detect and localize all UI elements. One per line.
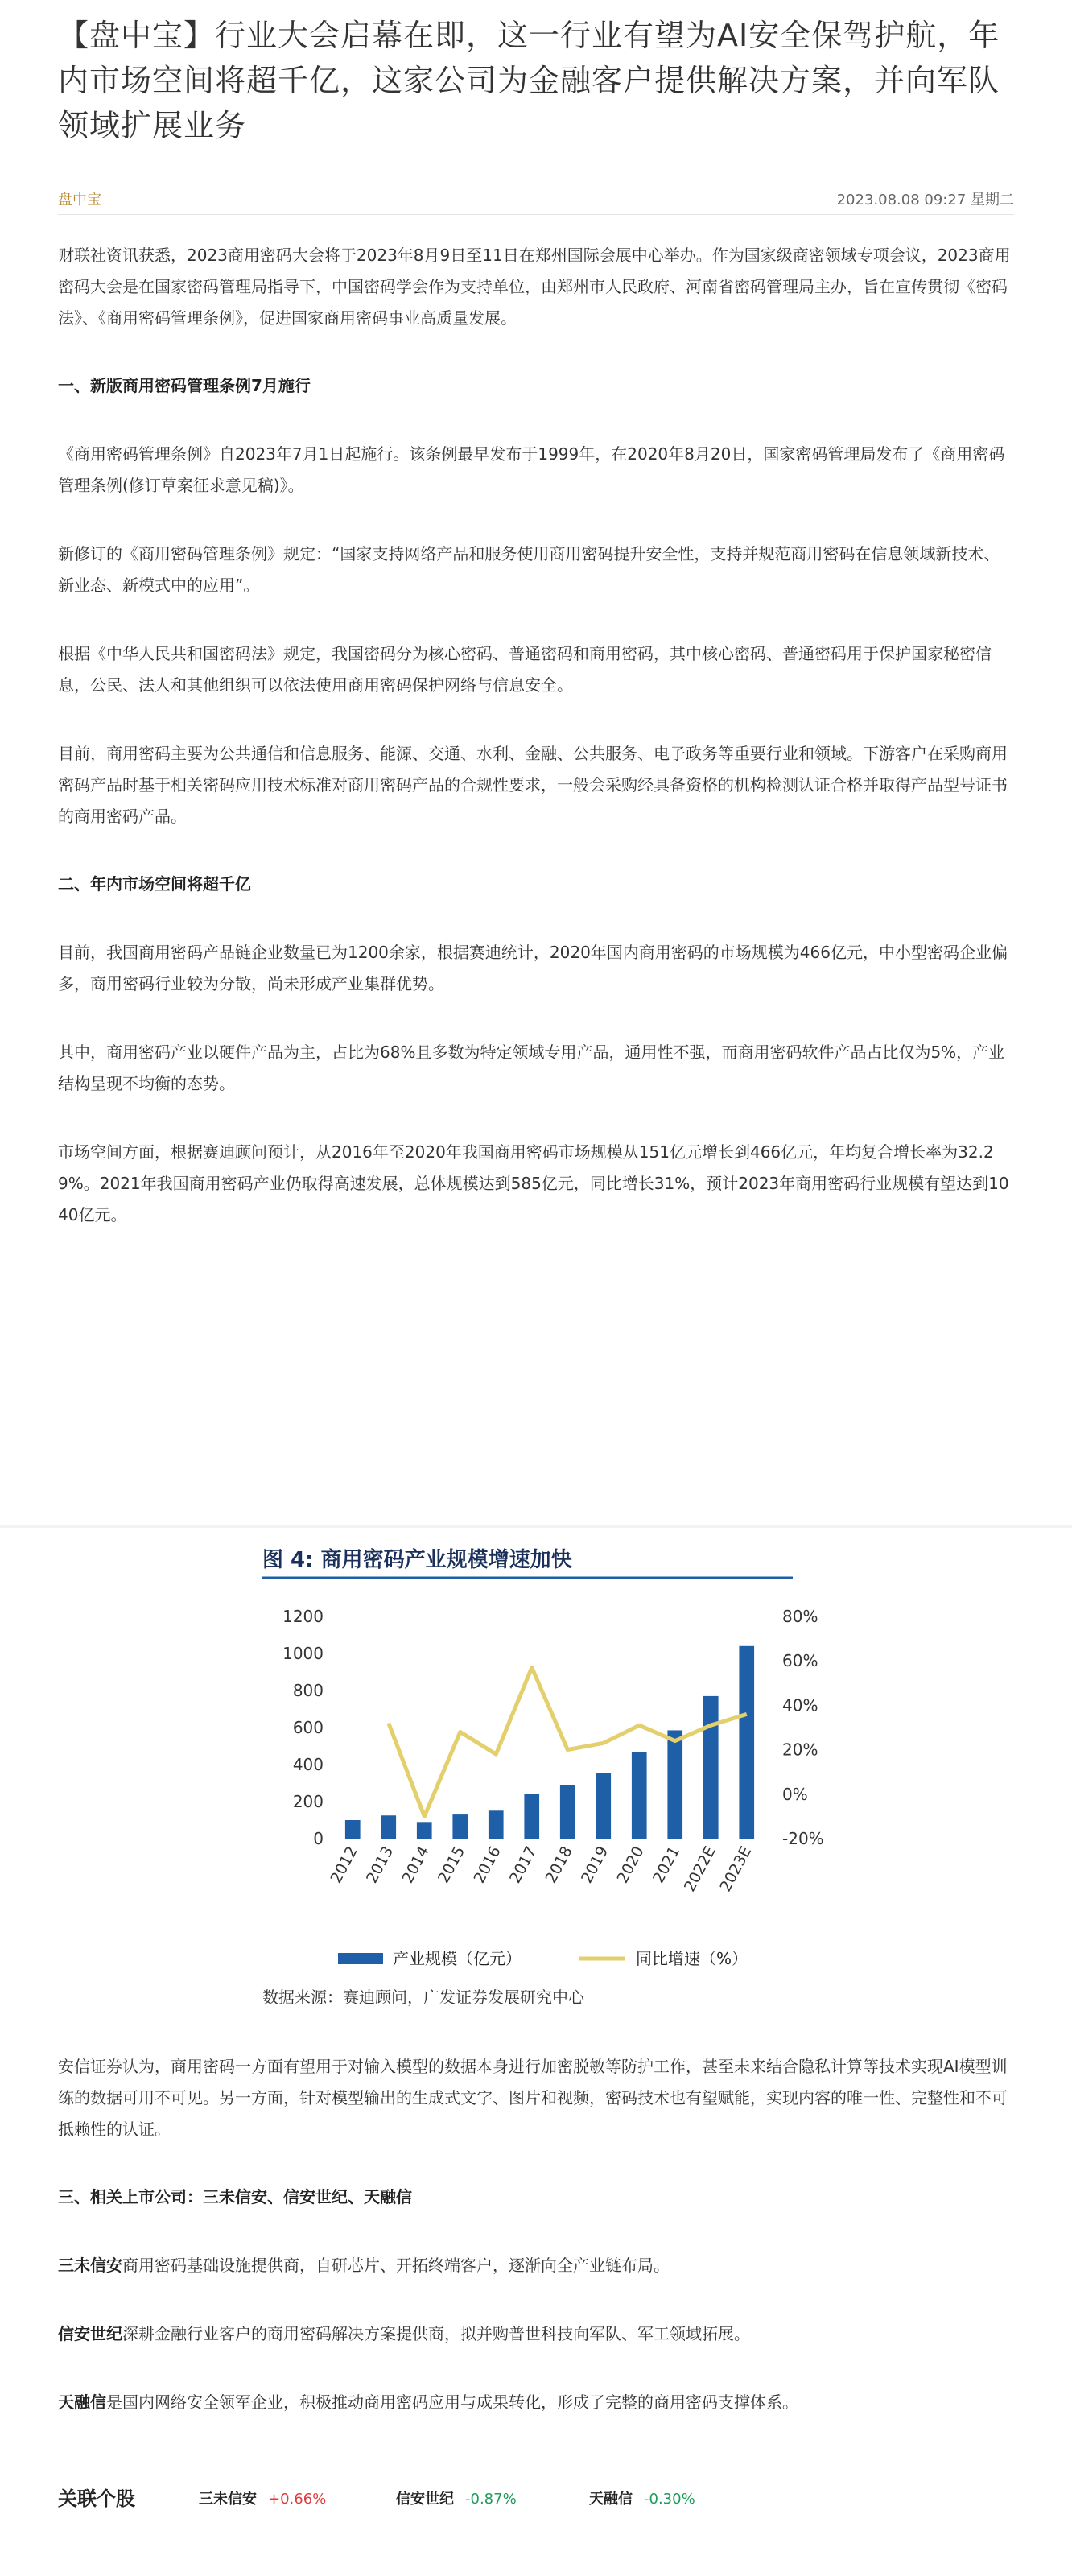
y-left-tick-label: 400: [292, 1755, 324, 1774]
company-paragraph: [58, 2387, 1016, 2418]
stock-name: 信安世纪: [396, 2491, 454, 2508]
article-datetime: 2023.08.08 09:27 星期二: [836, 192, 1014, 208]
related-stocks-title: 关联个股: [58, 2487, 135, 2510]
bar-2015: [452, 1814, 468, 1839]
company-name[interactable]: 信安世纪: [58, 2324, 122, 2343]
x-tick-label: 2021: [649, 1843, 684, 1887]
x-tick-label: 2023E: [716, 1843, 756, 1895]
bar-2020: [632, 1752, 647, 1839]
company-desc: 是国内网络安全领军企业，积极推动商用密码应用与成果转化，形成了完整的商用密码支撑体系。: [106, 2392, 798, 2412]
paragraph: 其中，商用密码产业以硬件产品为主，占比为68%且多数为特定领域专用产品，通用性不强，而商用密码软件产品占比仅为5%，产业结构呈现不均衡的态势。: [58, 1042, 1005, 1093]
y-right-tick-label: -20%: [782, 1829, 824, 1848]
y-left-tick-label: 0: [313, 1829, 324, 1848]
stock-chip[interactable]: [589, 2487, 695, 2508]
x-tick-label: 2014: [398, 1843, 433, 1887]
company-desc: 深耕金融行业客户的商用密码解决方案提供商，拟并购普世科技向军队、军工领域拓展。: [122, 2324, 750, 2343]
section-heading: 三、相关上市公司：三未信安、信安世纪、天融信: [58, 2187, 412, 2207]
y-right-tick-label: 60%: [782, 1651, 818, 1671]
article-source[interactable]: 盘中宝: [58, 192, 101, 208]
y-left-tick-label: 600: [292, 1718, 324, 1737]
y-left-tick-label: 1200: [282, 1607, 324, 1626]
chart-source-note: 数据来源：赛迪顾问，广发证券发展研究中心: [262, 1988, 584, 2007]
stock-change: -0.30%: [644, 2491, 695, 2508]
chart-title: 图 4: 商用密码产业规模增速加快: [262, 1548, 572, 1572]
x-tick-label: 2020: [613, 1843, 648, 1887]
x-tick-label: 2018: [542, 1843, 576, 1887]
y-left-tick-label: 200: [292, 1792, 324, 1811]
paragraph: 《商用密码管理条例》自2023年7月1日起施行。该条例最早发布于1999年，在2020年8月20日，国家密码管理局发布了《商用密码管理条例(修订草案征求意见稿)》。: [58, 444, 1005, 495]
stock-chip[interactable]: [396, 2487, 517, 2508]
paragraph: 目前，我国商用密码产品链企业数量已为1200余家，根据赛迪统计，2020年国内商用密码的市场规模为466亿元，中小型密码企业偏多，商用密码行业较为分散，尚未形成产业集群优势。: [58, 943, 1008, 993]
y-left-tick-label: 1000: [282, 1644, 324, 1663]
x-tick-label: 2022E: [680, 1843, 719, 1895]
bar-2023E: [739, 1646, 754, 1839]
company-paragraph: [58, 2250, 1016, 2281]
y-right-tick-label: 0%: [782, 1784, 808, 1804]
company-desc: 商用密码基础设施提供商，自研芯片、开拓终端客户，逐渐向全产业链布局。: [122, 2256, 670, 2275]
x-tick-label: 2016: [470, 1843, 505, 1887]
chart-figure: [0, 1528, 1072, 2035]
y-right-tick-label: 20%: [782, 1740, 818, 1760]
paragraph: 安信证券认为，商用密码一方面有望用于对输入模型的数据本身进行加密脱敏等防护工作，甚至未来结合隐私计算等技术实现AI模型训练的数据可用不可见。另一方面，针对模型输出的生成式文字、图片和视频，密码技术也有望赋能，实现内容的唯一性、完整性和不可抵赖性的认证。: [58, 2057, 1008, 2139]
company-name[interactable]: 三未信安: [58, 2256, 122, 2275]
stock-change: -0.87%: [465, 2491, 517, 2508]
article-meta: [58, 182, 1014, 215]
related-stocks: [58, 2476, 1016, 2516]
company-name[interactable]: 天融信: [58, 2392, 106, 2412]
paragraph: 新修订的《商用密码管理条例》规定：“国家支持网络产品和服务使用商用密码提升安全性，支持并规范商用密码在信息领域新技术、新业态、新模式中的应用”。: [58, 544, 1000, 595]
bar-2019: [596, 1773, 611, 1839]
bar-2012: [345, 1820, 361, 1839]
article-bottom: [0, 2035, 1072, 2576]
article-title: 【盘中宝】行业大会启幕在即，这一行业有望为AI安全保驾护航，年内市场空间将超千亿，这家公司为金融客户提供解决方案，并向军队领域扩展业务: [58, 18, 1000, 143]
legend-label-bar: 产业规模（亿元）: [393, 1949, 522, 1968]
bar-2018: [560, 1785, 575, 1839]
y-left-tick-label: 800: [292, 1681, 324, 1700]
x-tick-label: 2019: [578, 1843, 612, 1887]
bar-2013: [381, 1815, 396, 1839]
company-paragraph: [58, 2318, 1016, 2350]
paragraph: 根据《中华人民共和国密码法》规定，我国密码分为核心密码、普通密码和商用密码，其中核心密码、普通密码用于保护国家秘密信息，公民、法人和其他组织可以依法使用商用密码保护网络与信息安全。: [58, 644, 992, 695]
y-right-tick-label: 40%: [782, 1695, 818, 1715]
bar-2016: [489, 1810, 504, 1839]
stock-chip[interactable]: [199, 2487, 326, 2508]
bar-2022E: [703, 1696, 719, 1839]
article-body: [58, 240, 1016, 1268]
x-tick-label: 2017: [506, 1843, 541, 1887]
bar-2017: [524, 1794, 539, 1839]
paragraph: 目前，商用密码主要为公共通信和信息服务、能源、交通、水利、金融、公共服务、电子政务等重要行业和领域。下游客户在采购商用密码产品时基于相关密码应用技术标准对商用密码产品的合规性要求，一般会采购经具备资格的机构检测认证合格并取得产品型号证书的商用密码产品。: [58, 744, 1008, 826]
y-right-tick-label: 80%: [782, 1607, 818, 1626]
x-tick-label: 2015: [435, 1843, 469, 1887]
stock-name: 三未信安: [199, 2491, 257, 2508]
paragraph: 财联社资讯获悉，2023商用密码大会将于2023年8月9日至11日在郑州国际会展中心举办。作为国家级商密领域专项会议，2023商用密码大会是在国家密码管理局指导下，中国密码学会作为支持单位，由郑州市人民政府、河南省密码管理局主办，旨在宣传贯彻《密码法》、《商用密码管理条例》，促进国家商用密码事业高质量发展。: [58, 246, 1011, 328]
stock-change: +0.66%: [268, 2491, 327, 2508]
bar-2014: [417, 1822, 432, 1839]
article-body-continued: [58, 2051, 1016, 2455]
x-tick-label: 2012: [327, 1843, 361, 1887]
bar-2021: [667, 1730, 682, 1839]
legend-swatch-bar: [338, 1953, 383, 1964]
x-tick-label: 2013: [363, 1843, 398, 1887]
paragraph: 市场空间方面，根据赛迪顾问预计，从2016年至2020年我国商用密码市场规模从151亿元增长到466亿元，年均复合增长率为32.29%。2021年我国商用密码产业仍取得高速发展，总体规模达到585亿元，同比增长31%，预计2023年商用密码行业规模有望达到1040亿元。: [58, 1142, 1009, 1224]
section-heading: 二、年内市场空间将超千亿: [58, 874, 251, 894]
section-heading: 一、新版商用密码管理条例7月施行: [58, 376, 311, 395]
chart-svg: [0, 1528, 1072, 2035]
stock-name: 天融信: [589, 2491, 633, 2508]
legend-label-line: 同比增速（%）: [636, 1949, 748, 1968]
